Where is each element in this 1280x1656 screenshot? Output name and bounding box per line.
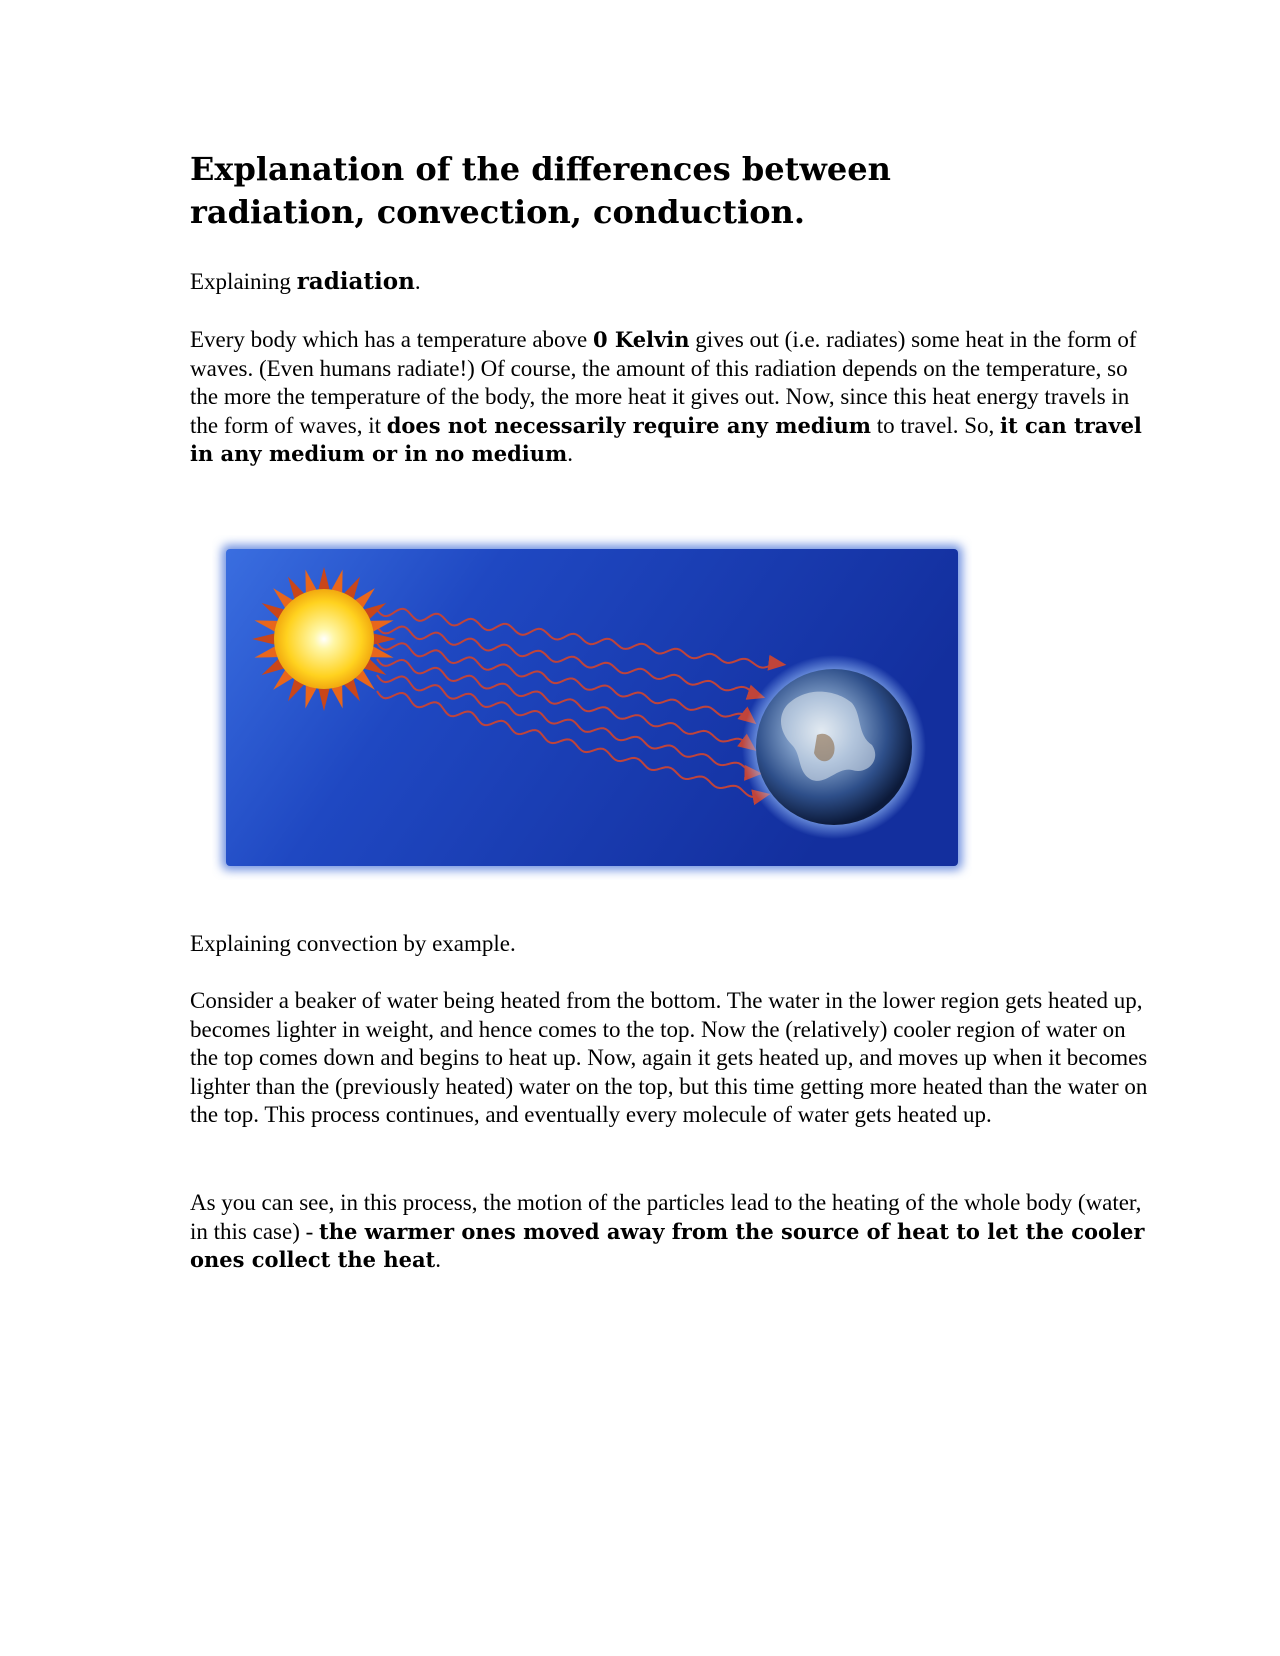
radiation-text-3: to travel. So, bbox=[870, 412, 1001, 438]
conclusion-paragraph bbox=[190, 1189, 1150, 1275]
radiation-bold-2: does not necessarily require any medium bbox=[386, 412, 871, 438]
radiation-heading-prefix: Explaining bbox=[190, 269, 297, 294]
convection-heading: Explaining convection by example. bbox=[190, 931, 516, 956]
page-title: Explanation of the differences between radiation, convection, conduction. bbox=[190, 150, 891, 231]
radiation-heading-suffix: . bbox=[414, 269, 421, 294]
radiation-bold-3: it can travel in any medium or in no medium bbox=[190, 412, 1142, 467]
conclusion-text-2: . bbox=[435, 1247, 442, 1273]
radiation-text-2: gives out (i.e. radiates) some heat in the form of waves. (Even humans radiate!) Of course, the amount of this radiation depends on the temperature, so the more the temperature of the body, the more heat it gives out. Now, since this heat energy travels in the form of waves, it bbox=[190, 327, 1137, 438]
radiation-illustration bbox=[212, 535, 972, 880]
earth-icon bbox=[742, 655, 926, 839]
radiation-text-1: Every body which has a temperature above bbox=[190, 327, 593, 352]
radiation-heading-bold: radiation bbox=[296, 268, 415, 295]
radiation-paragraph bbox=[190, 326, 1150, 469]
convection-paragraph: Consider a beaker of water being heated from the bottom. The water in the lower region gets heated up, becomes lighter in weight, and hence comes to the top. Now the (relatively) cooler region of water on the top comes down and begins to heat up. Now, again it gets heated up, and moves up when it becomes lighter than the (previously heated) water on the top, but this time getting more heated than the water on the top. This process continues, and eventually every molecule of water gets heated up. bbox=[190, 988, 1148, 1128]
conclusion-text-1: As you can see, in this process, the motion of the particles lead to the heating of the whole body (water, in this case) - bbox=[190, 1190, 1142, 1244]
radiation-bold-1: 0 Kelvin bbox=[592, 327, 690, 352]
radiation-heading bbox=[190, 268, 1150, 297]
sun-icon bbox=[252, 567, 396, 711]
conclusion-bold-1: the warmer ones moved away from the source of heat to let the cooler ones collect the heat bbox=[190, 1218, 1145, 1273]
radiation-text-4: . bbox=[567, 441, 573, 467]
